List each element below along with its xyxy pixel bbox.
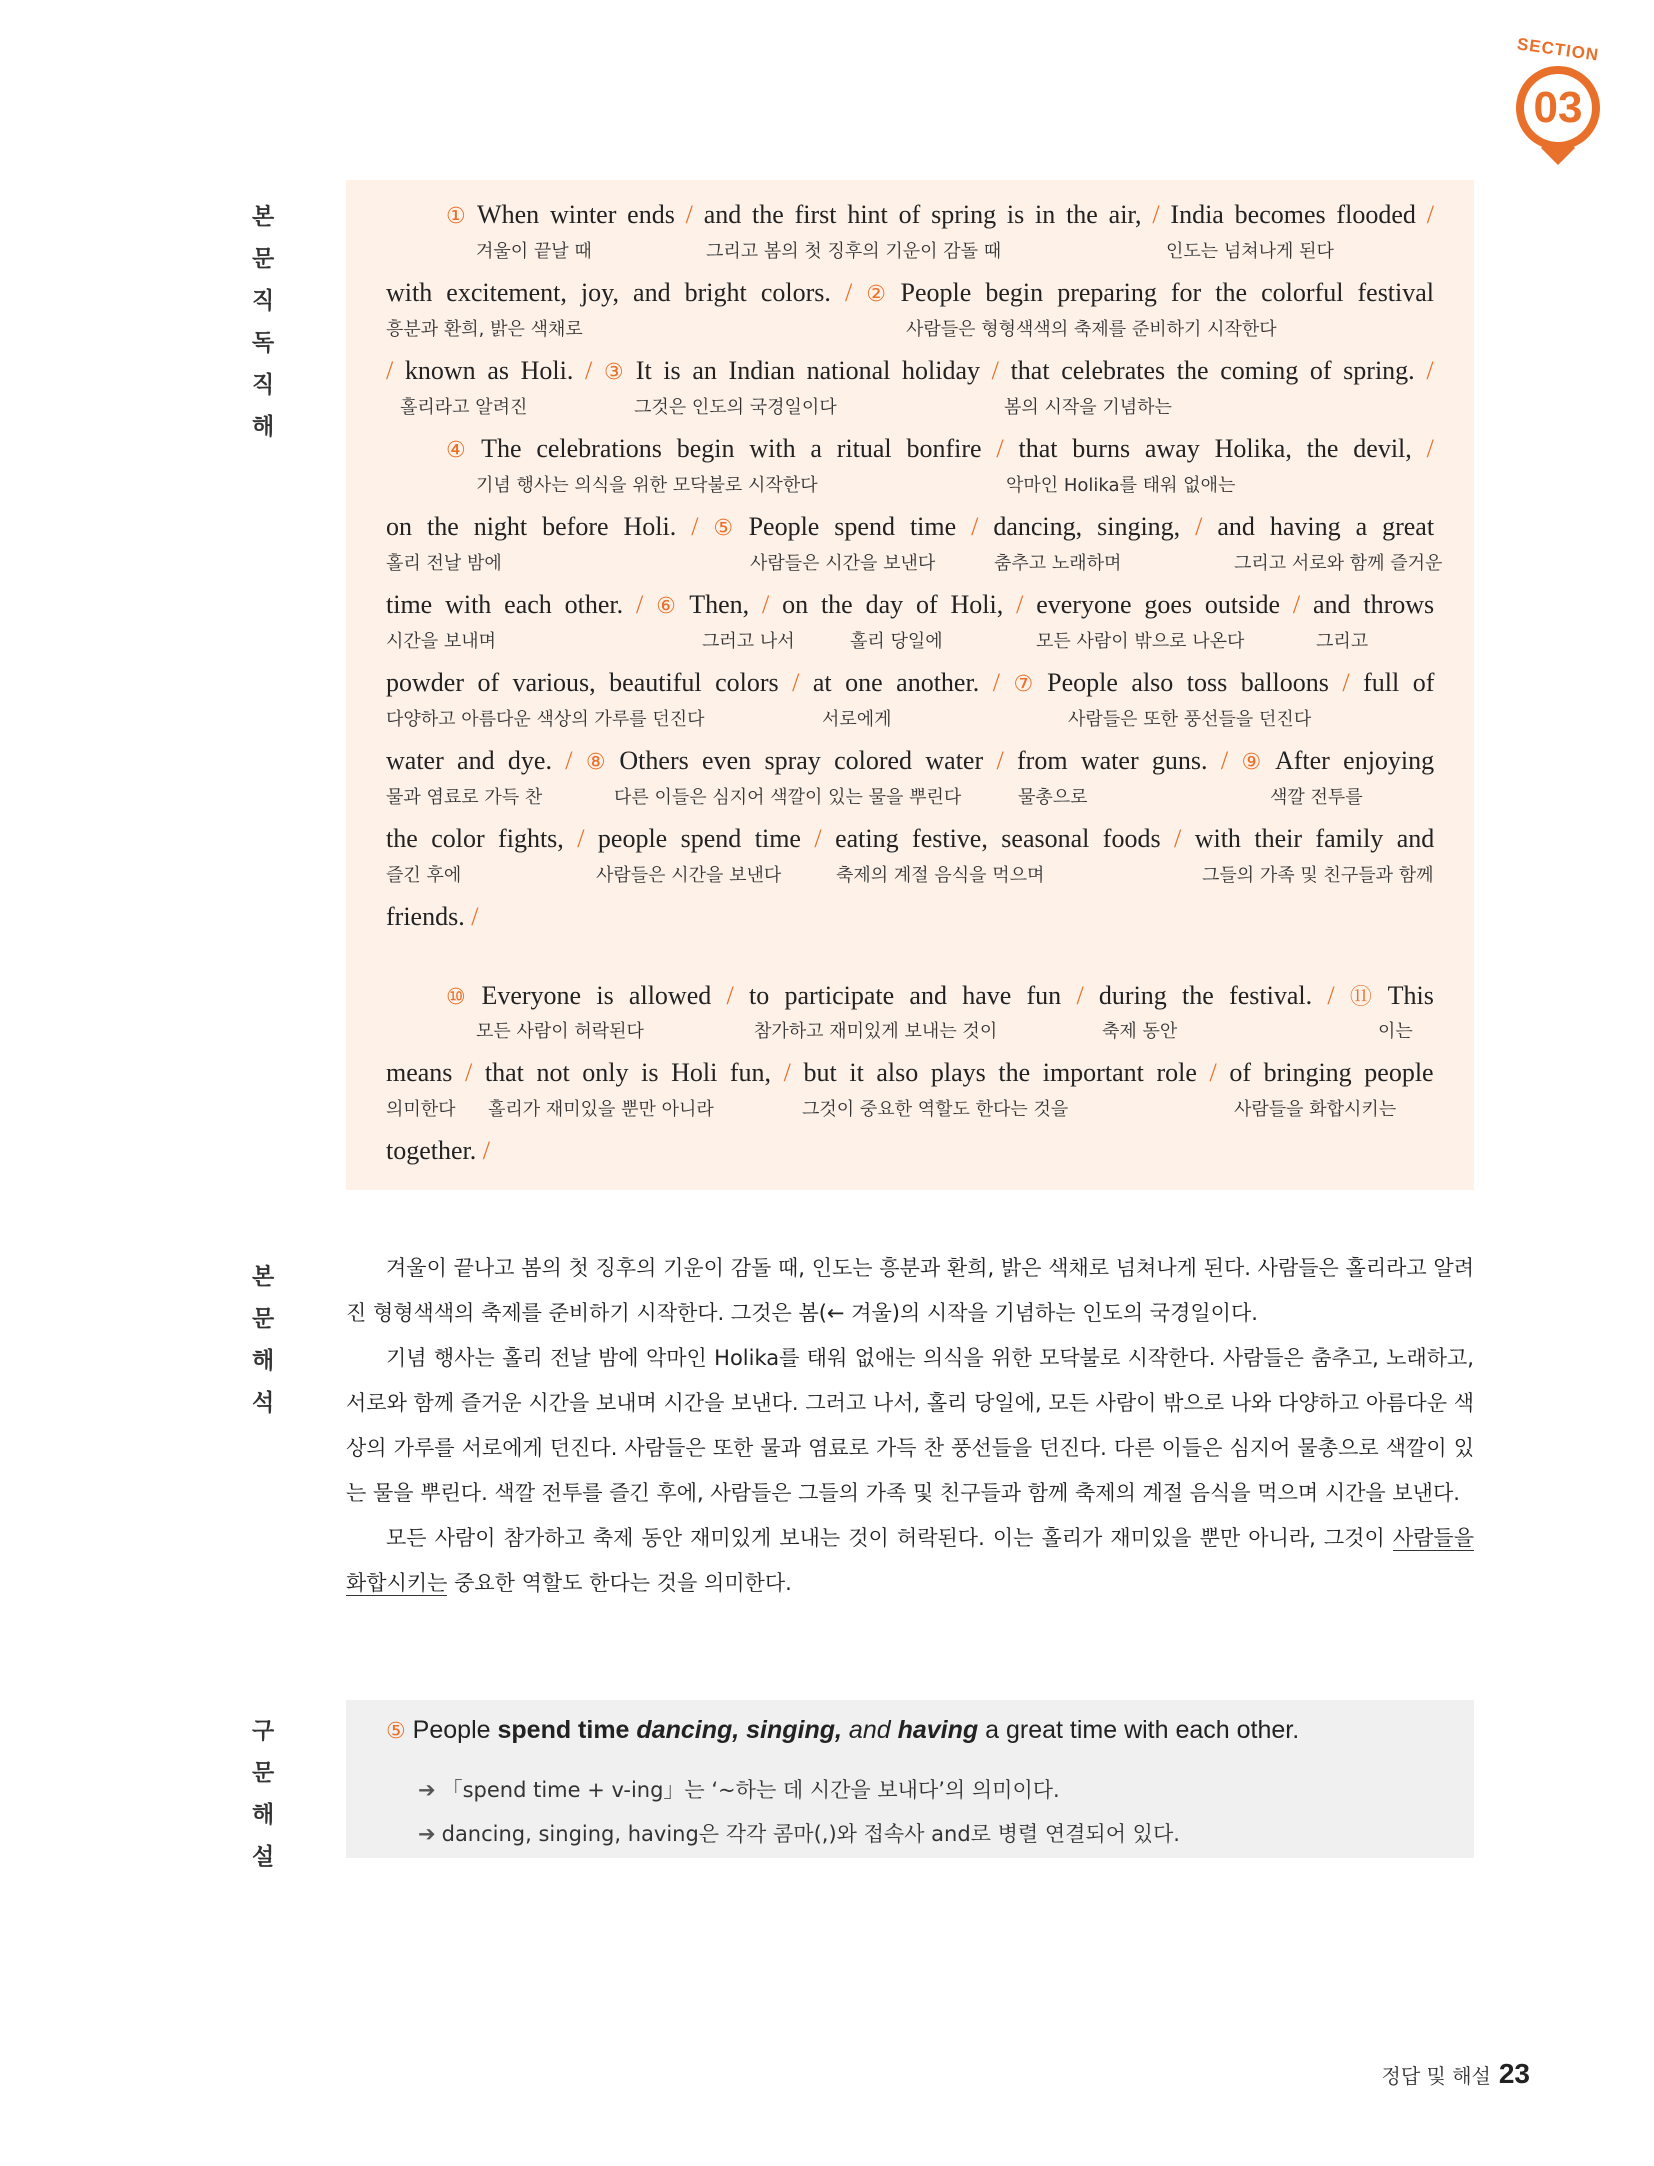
english-line: means / that not only is Holi fun, / but it also plays the important role / of bringing people [386, 1058, 1434, 1087]
page-number: 23 [1498, 2058, 1530, 2089]
korean-gloss: 사람들은 시간을 보낸다 [750, 553, 936, 574]
korean-gloss: 사람들은 시간을 보낸다 [596, 865, 782, 886]
grammar-box [346, 1700, 1474, 1858]
korean-gloss: 사람들을 화합시키는 [1234, 1099, 1397, 1120]
korean-gloss: 그것은 인도의 국경일이다 [634, 397, 837, 418]
korean-gloss: 참가하고 재미있게 보내는 것이 [754, 1021, 998, 1042]
korean-gloss: 그것이 중요한 역할도 한다는 것을 [802, 1099, 1069, 1120]
english-line: together. / [386, 1136, 490, 1165]
korean-gloss: 홀리가 재미있을 뿐만 아니라 [488, 1099, 714, 1120]
english-line: friends. / [386, 902, 479, 931]
korean-gloss: 인도는 넘쳐나게 된다 [1166, 241, 1334, 262]
label-translation: 본 문 해 석 [252, 1264, 293, 1416]
english-line: time with each other. / ⑥ Then, / on the day of Holi, / everyone goes outside / and throws [386, 590, 1435, 619]
korean-gloss: 시간을 보내며 [386, 631, 497, 652]
english-line: ⑩ Everyone is allowed / to participate and have fun / during the festival. / ⑪ This [446, 981, 1434, 1010]
grammar-sentence: ⑤ People spend time dancing, singing, and having a great time with each other. [386, 1716, 1300, 1744]
translation-section [346, 1246, 1474, 1606]
section-badge-label: SECTION [1515, 34, 1601, 65]
section-badge-number: 03 [1533, 83, 1583, 132]
korean-gloss: 춤추고 노래하며 [994, 553, 1122, 574]
korean-gloss: 모든 사람이 허락된다 [476, 1021, 644, 1042]
korean-gloss: 그리고 봄의 첫 징후의 기운이 감돌 때 [706, 241, 1002, 262]
label-direct-reading: 본 문 직 독 직 해 [252, 204, 293, 440]
korean-gloss: 물과 염료로 가득 찬 [386, 787, 543, 808]
korean-gloss: 홀리라고 알려진 [400, 397, 528, 418]
korean-gloss: 물총으로 [1018, 787, 1088, 808]
grammar-note-2: ➔ dancing, singing, having은 각각 콤마(,)와 접속사 and로 병렬 연결되어 있다. [418, 1822, 1180, 1846]
korean-gloss: 그들의 가족 및 친구들과 함께 [1202, 865, 1434, 886]
label-grammar: 구 문 해 설 [252, 1718, 293, 1870]
korean-gloss: 축제 동안 [1102, 1021, 1178, 1042]
korean-gloss: 사람들은 형형색색의 축제를 준비하기 시작한다 [906, 319, 1277, 340]
translation-paragraph-3: 모든 사람이 참가하고 축제 동안 재미있게 보내는 것이 허락된다. 이는 홀리가 재미있을 뿐만 아니라, 그것이 사람들을 화합시키는 중요한 역할도 한다는 것을 의미한다. [346, 1526, 1474, 1595]
korean-gloss: 홀리 당일에 [850, 631, 943, 652]
korean-gloss: 사람들은 또한 풍선들을 던진다 [1068, 709, 1312, 730]
arrow-icon: ➔ [418, 1778, 436, 1802]
korean-gloss: 봄의 시작을 기념하는 [1004, 397, 1172, 418]
korean-gloss: 그리고 서로와 함께 즐거운 [1234, 553, 1443, 574]
section-badge [1508, 34, 1608, 170]
korean-gloss: 흥분과 환희, 밝은 색채로 [386, 319, 583, 340]
korean-gloss: 악마인 Holika를 태워 없애는 [1006, 475, 1236, 496]
english-line: the color fights, / people spend time / eating festive, seasonal foods / with their family and [386, 824, 1435, 853]
korean-gloss: 색깔 전투를 [1270, 787, 1363, 808]
korean-gloss: 기념 행사는 의식을 위한 모닥불로 시작한다 [476, 475, 818, 496]
translation-paragraph-2: 기념 행사는 홀리 전날 밤에 악마인 Holika를 태워 없애는 의식을 위한 모닥불로 시작한다. 사람들은 춤추고, 노래하고, 서로와 함께 즐거운 시간을 보내며 시간을 보낸다. 그러고 나서, 홀리 당일에, 모든 사람이 밖으로 나와 다양하고 아름다운 색상의 가루를 서로에게 던진다. 사람들은 또한 물과 염료로 가득 찬 풍선들을 던진다. 다른 이들은 심지어 물총으로 색깔이 있는 물을 뿌린다. 색깔 전투를 즐긴 후에, 사람들은 그들의 가족 및 친구들과 함께 축제의 계절 음식을 먹으며 시간을 보낸다. [346, 1346, 1474, 1505]
english-line: / known as Holi. / ③ It is an Indian national holiday / that celebrates the coming of spring. / [386, 356, 1434, 385]
korean-gloss: 서로에게 [822, 709, 892, 730]
english-line: ① When winter ends / and the first hint of spring is in the air, / India becomes flooded / [446, 200, 1434, 229]
page-footer: 정답 및 해설 23 [1381, 2058, 1530, 2089]
direct-reading-box [346, 180, 1474, 1190]
korean-gloss: 축제의 계절 음식을 먹으며 [836, 865, 1045, 886]
translation-paragraph-1: 겨울이 끝나고 봄의 첫 징후의 기운이 감돌 때, 인도는 흥분과 환희, 밝은 색채로 넘쳐나게 된다. 사람들은 홀리라고 알려진 형형색색의 축제를 준비하기 시작한다. 그것은 봄(← 겨울)의 시작을 기념하는 인도의 국경일이다. [346, 1256, 1474, 1325]
korean-gloss: 즐긴 후에 [386, 865, 462, 886]
korean-gloss: 이는 [1378, 1021, 1413, 1042]
korean-gloss: 의미한다 [386, 1099, 456, 1120]
underlined-phrase: 사람들을 화합시키는 [346, 1526, 1474, 1595]
korean-gloss: 겨울이 끝날 때 [476, 241, 592, 262]
korean-gloss: 다양하고 아름다운 색상의 가루를 던진다 [386, 709, 705, 730]
korean-gloss: 그리고 [1316, 631, 1369, 652]
korean-gloss: 그러고 나서 [702, 631, 795, 652]
korean-gloss: 홀리 전날 밤에 [386, 553, 502, 574]
korean-gloss: 다른 이들은 심지어 색깔이 있는 물을 뿌린다 [614, 787, 962, 808]
english-line: ④ The celebrations begin with a ritual bonfire / that burns away Holika, the devil, / [446, 434, 1434, 463]
english-line: powder of various, beautiful colors / at one another. / ⑦ People also toss balloons / full of [386, 668, 1435, 697]
english-line: with excitement, joy, and bright colors. / ② People begin preparing for the colorful festival [386, 278, 1435, 307]
grammar-note-1: ➔ 「spend time + v-ing」는 ‘~하는 데 시간을 보내다’의 의미이다. [418, 1778, 1060, 1802]
english-line: on the night before Holi. / ⑤ People spend time / dancing, singing, / and having a great [386, 512, 1435, 541]
english-line: water and dye. / ⑧ Others even spray colored water / from water guns. / ⑨ After enjoying [386, 746, 1435, 775]
arrow-icon: ➔ [418, 1822, 436, 1846]
korean-gloss: 모든 사람이 밖으로 나온다 [1036, 631, 1245, 652]
